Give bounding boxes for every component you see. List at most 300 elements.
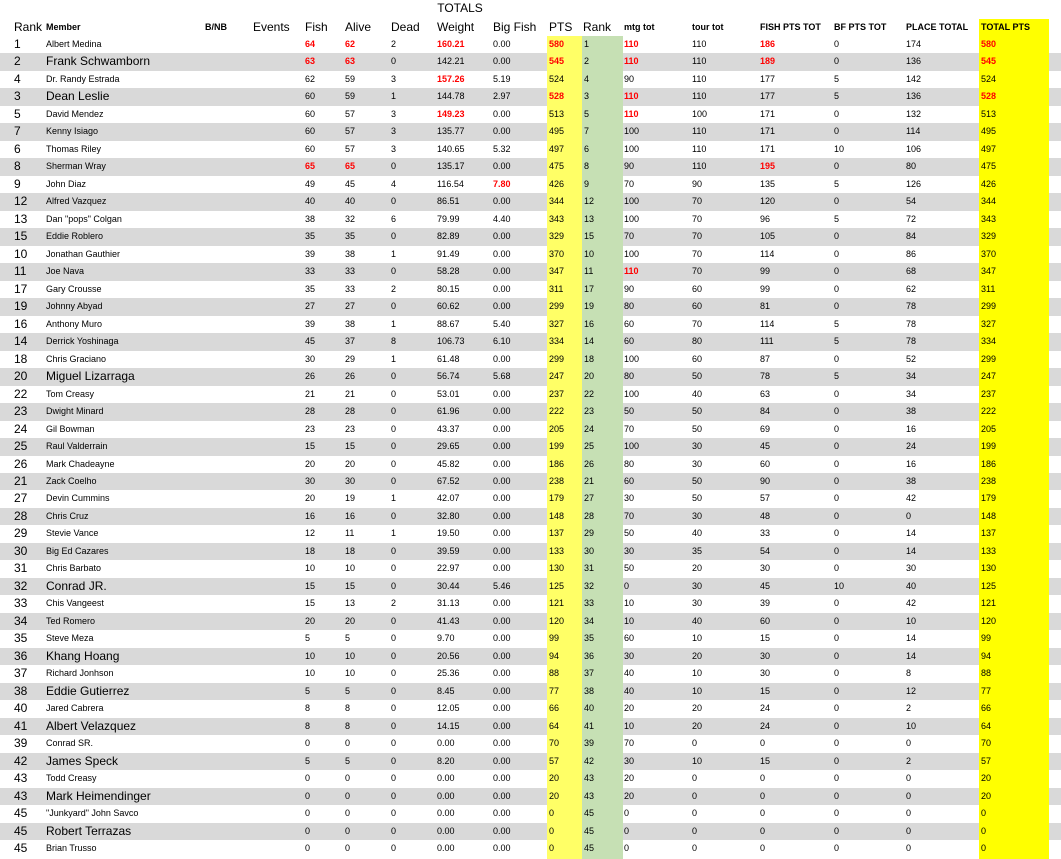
cell-rank2: 14 — [584, 336, 595, 347]
cell-fish: 28 — [305, 406, 316, 417]
cell-fishpts: 84 — [760, 406, 771, 417]
cell-pts: 327 — [549, 318, 565, 329]
cell-dead: 0 — [391, 615, 397, 626]
cell-place: 132 — [906, 108, 922, 119]
cell-total: 580 — [981, 39, 997, 49]
cell-rank2: 37 — [584, 668, 595, 679]
cell-place: 72 — [906, 213, 917, 224]
cell-member: Kenny Isiago — [46, 126, 99, 137]
cell-total: 299 — [981, 301, 997, 312]
cell-fishpts: 0 — [760, 808, 766, 819]
cell-member: Khang Hoang — [46, 648, 120, 663]
cell-weight: 88.67 — [437, 318, 460, 329]
cell-fishpts: 177 — [760, 91, 776, 102]
cell-rank2: 42 — [584, 755, 595, 766]
cell-dead: 1 — [391, 493, 397, 504]
cell-fish: 45 — [305, 336, 316, 347]
cell-rank: 28 — [14, 508, 28, 523]
cell-total: 137 — [981, 528, 997, 539]
cell-total: 66 — [981, 703, 992, 714]
cell-tour: 10 — [692, 755, 703, 766]
cell-fish: 20 — [305, 493, 316, 504]
cell-mtg: 110 — [624, 91, 639, 102]
cell-total: 125 — [981, 580, 997, 591]
cell-total: 347 — [981, 266, 997, 277]
cell-dead: 2 — [391, 598, 397, 609]
cell-fishpts: 45 — [760, 580, 771, 591]
cell-weight: 53.01 — [437, 388, 460, 399]
cell-rank: 4 — [14, 71, 21, 86]
cell-fishpts: 39 — [760, 598, 771, 609]
cell-pts: 247 — [549, 371, 565, 382]
cell-alive: 65 — [345, 161, 356, 172]
cell-alive: 26 — [345, 371, 356, 382]
cell-tour: 20 — [692, 563, 703, 574]
cell-fish: 49 — [305, 178, 316, 189]
cell-weight: 45.82 — [437, 458, 460, 469]
cell-fishpts: 60 — [760, 615, 771, 626]
cell-member: Mark Heimendinger — [46, 788, 151, 803]
cell-tour: 20 — [692, 703, 703, 714]
cell-bfpts: 0 — [834, 633, 840, 644]
table-row — [0, 123, 1061, 140]
cell-member: Ted Romero — [46, 615, 96, 626]
cell-rank: 43 — [14, 771, 28, 786]
cell-pts: 528 — [549, 91, 565, 102]
cell-total: 222 — [981, 406, 997, 417]
table-row — [0, 53, 1061, 70]
cell-fishpts: 171 — [760, 143, 776, 154]
cell-rank2: 23 — [584, 406, 595, 417]
cell-mtg: 10 — [624, 720, 635, 731]
cell-total: 133 — [981, 545, 997, 556]
cell-bfpts: 0 — [834, 545, 840, 556]
cell-tour: 110 — [692, 91, 707, 102]
cell-dead: 0 — [391, 545, 397, 556]
cell-total: 20 — [981, 773, 992, 784]
cell-weight: 8.20 — [437, 755, 455, 766]
cell-fish: 5 — [305, 755, 311, 766]
cell-rank2: 33 — [584, 598, 595, 609]
cell-alive: 59 — [345, 91, 356, 102]
cell-rank2: 6 — [584, 143, 590, 154]
cell-fishpts: 105 — [760, 231, 776, 242]
cell-bigfish: 0.00 — [493, 633, 511, 644]
cell-mtg: 60 — [624, 336, 635, 347]
cell-rank: 6 — [14, 141, 21, 156]
cell-fishpts: 0 — [760, 825, 766, 836]
cell-rank2: 4 — [584, 73, 590, 84]
cell-bfpts: 0 — [834, 615, 840, 626]
cell-place: 52 — [906, 353, 917, 364]
cell-member: Todd Creasy — [46, 773, 97, 784]
cell-fishpts: 0 — [760, 790, 766, 801]
cell-alive: 33 — [345, 266, 356, 277]
cell-weight: 42.07 — [437, 493, 460, 504]
cell-place: 38 — [906, 406, 917, 417]
cell-alive: 20 — [345, 615, 356, 626]
cell-alive: 10 — [345, 668, 356, 679]
cell-rank2: 3 — [584, 91, 590, 102]
table-row — [0, 665, 1061, 682]
cell-bigfish: 0.00 — [493, 301, 511, 312]
cell-pts: 20 — [549, 790, 560, 801]
cell-pts: 88 — [549, 668, 560, 679]
cell-rank2: 1 — [584, 39, 590, 49]
cell-pts: 133 — [549, 545, 565, 556]
cell-mtg: 40 — [624, 685, 635, 696]
cell-dead: 0 — [391, 423, 397, 434]
cell-rank2: 45 — [584, 843, 595, 854]
cell-place: 0 — [906, 510, 912, 521]
cell-tour: 50 — [692, 406, 703, 417]
cell-dead: 0 — [391, 755, 397, 766]
cell-tour: 70 — [692, 196, 703, 207]
cell-mtg: 60 — [624, 318, 635, 329]
cell-mtg: 70 — [624, 423, 635, 434]
cell-bigfish: 0.00 — [493, 283, 511, 294]
cell-rank2: 22 — [584, 388, 595, 399]
cell-rank: 2 — [14, 54, 21, 69]
cell-mtg: 20 — [624, 790, 635, 801]
cell-total: 528 — [981, 91, 997, 102]
cell-total: 513 — [981, 108, 997, 119]
cell-member: Conrad SR. — [46, 738, 94, 749]
cell-weight: 142.21 — [437, 56, 465, 67]
table-row — [0, 700, 1061, 717]
cell-dead: 3 — [391, 126, 397, 137]
cell-pts: 495 — [549, 126, 565, 137]
table-row — [0, 718, 1061, 735]
cell-bigfish: 0.00 — [493, 790, 511, 801]
cell-tour: 110 — [692, 73, 707, 84]
table-row — [0, 228, 1061, 245]
cell-rank2: 7 — [584, 126, 590, 137]
header-big-fish: Big Fish — [493, 20, 537, 34]
cell-rank: 10 — [14, 246, 28, 261]
cell-member: David Mendez — [46, 108, 104, 119]
header-alive: Alive — [345, 20, 372, 34]
cell-fishpts: 54 — [760, 545, 771, 556]
cell-place: 12 — [906, 685, 917, 696]
cell-rank: 33 — [14, 596, 28, 611]
table-row — [0, 71, 1061, 88]
cell-tour: 40 — [692, 528, 703, 539]
cell-fishpts: 15 — [760, 633, 771, 644]
cell-fish: 0 — [305, 843, 311, 854]
cell-place: 0 — [906, 843, 912, 854]
table-row — [0, 770, 1061, 787]
cell-tour: 50 — [692, 476, 703, 486]
cell-total: 0 — [981, 843, 987, 854]
cell-tour: 30 — [692, 510, 703, 521]
cell-dead: 0 — [391, 808, 397, 819]
cell-fish: 21 — [305, 388, 316, 399]
cell-bfpts: 0 — [834, 808, 840, 819]
cell-rank: 25 — [14, 439, 28, 454]
cell-dead: 0 — [391, 773, 397, 784]
cell-alive: 63 — [345, 56, 356, 67]
cell-member: Big Ed Cazares — [46, 545, 109, 556]
cell-rank2: 30 — [584, 545, 595, 556]
cell-dead: 3 — [391, 143, 397, 154]
cell-dead: 1 — [391, 528, 397, 539]
cell-dead: 2 — [391, 283, 397, 294]
table-row — [0, 176, 1061, 193]
table-row — [0, 421, 1061, 438]
cell-dead: 0 — [391, 563, 397, 574]
cell-alive: 0 — [345, 790, 351, 801]
cell-bfpts: 0 — [834, 493, 840, 504]
cell-fish: 0 — [305, 773, 311, 784]
cell-bfpts: 5 — [834, 73, 840, 84]
cell-bfpts: 0 — [834, 668, 840, 679]
cell-tour: 40 — [692, 388, 703, 399]
cell-dead: 0 — [391, 580, 397, 591]
cell-fishpts: 171 — [760, 126, 776, 137]
cell-place: 62 — [906, 283, 917, 294]
cell-weight: 0.00 — [437, 790, 455, 801]
cell-alive: 33 — [345, 283, 356, 294]
cell-bigfish: 0.00 — [493, 476, 511, 486]
cell-member: Richard Jonhson — [46, 668, 114, 679]
cell-member: Anthony Muro — [46, 318, 103, 329]
cell-total: 545 — [981, 56, 997, 67]
cell-bfpts: 0 — [834, 528, 840, 539]
cell-total: 475 — [981, 161, 997, 172]
cell-mtg: 70 — [624, 510, 635, 521]
table-row — [0, 211, 1061, 228]
cell-weight: 67.52 — [437, 476, 460, 486]
cell-weight: 106.73 — [437, 336, 465, 347]
cell-fishpts: 177 — [760, 73, 776, 84]
cell-tour: 20 — [692, 720, 703, 731]
cell-pts: 186 — [549, 458, 565, 469]
cell-bfpts: 0 — [834, 196, 840, 207]
cell-bigfish: 5.19 — [493, 73, 511, 84]
cell-dead: 6 — [391, 213, 397, 224]
cell-member: Raul Valderrain — [46, 441, 108, 452]
cell-rank: 12 — [14, 194, 28, 209]
cell-place: 40 — [906, 580, 917, 591]
cell-weight: 43.37 — [437, 423, 460, 434]
cell-fish: 20 — [305, 458, 316, 469]
cell-dead: 0 — [391, 56, 397, 67]
cell-place: 30 — [906, 563, 917, 574]
table-row — [0, 508, 1061, 525]
cell-pts: 70 — [549, 738, 560, 749]
cell-fishpts: 195 — [760, 161, 776, 172]
cell-weight: 32.80 — [437, 510, 460, 521]
cell-total: 495 — [981, 126, 997, 137]
cell-fishpts: 120 — [760, 196, 776, 207]
cell-bfpts: 10 — [834, 580, 845, 591]
cell-alive: 27 — [345, 301, 356, 312]
cell-fishpts: 96 — [760, 213, 771, 224]
cell-rank2: 45 — [584, 808, 595, 819]
cell-rank: 45 — [14, 823, 28, 838]
cell-fishpts: 0 — [760, 773, 766, 784]
cell-fishpts: 114 — [760, 318, 775, 329]
cell-place: 80 — [906, 161, 917, 172]
table-row — [0, 823, 1061, 840]
cell-fish: 15 — [305, 580, 316, 591]
cell-dead: 0 — [391, 668, 397, 679]
cell-bfpts: 5 — [834, 371, 840, 382]
cell-alive: 20 — [345, 458, 356, 469]
cell-weight: 58.28 — [437, 266, 460, 277]
table-row — [0, 193, 1061, 210]
cell-total: 344 — [981, 196, 997, 207]
cell-place: 78 — [906, 301, 917, 312]
cell-fish: 60 — [305, 91, 316, 102]
cell-rank2: 12 — [584, 196, 595, 207]
cell-tour: 60 — [692, 301, 703, 312]
cell-mtg: 70 — [624, 178, 635, 189]
cell-fishpts: 87 — [760, 353, 771, 364]
cell-place: 78 — [906, 318, 917, 329]
cell-bigfish: 0.00 — [493, 615, 511, 626]
cell-alive: 13 — [345, 598, 356, 609]
cell-member: Brian Trusso — [46, 843, 97, 854]
table-row — [0, 246, 1061, 263]
cell-bigfish: 0.00 — [493, 39, 511, 49]
header-pts: PTS — [549, 20, 573, 34]
cell-bigfish: 0.00 — [493, 685, 511, 696]
header-tour-tot: tour tot — [692, 22, 724, 32]
cell-pts: 64 — [549, 720, 560, 731]
cell-rank: 29 — [14, 526, 28, 541]
cell-member: "Junkyard" John Savco — [46, 808, 139, 819]
cell-pts: 475 — [549, 161, 565, 172]
cell-mtg: 100 — [624, 143, 640, 154]
cell-alive: 8 — [345, 720, 351, 731]
cell-member: Albert Velazquez — [46, 718, 137, 733]
cell-rank: 24 — [14, 421, 28, 436]
cell-fish: 60 — [305, 143, 316, 154]
header-place-total: PLACE TOTAL — [906, 22, 969, 32]
cell-bigfish: 0.00 — [493, 248, 511, 259]
cell-pts: 0 — [549, 808, 555, 819]
cell-fish: 18 — [305, 545, 316, 556]
table-row — [0, 351, 1061, 368]
cell-pts: 311 — [549, 283, 564, 294]
cell-total: 0 — [981, 808, 987, 819]
cell-rank2: 35 — [584, 633, 595, 644]
cell-bfpts: 0 — [834, 248, 840, 259]
cell-alive: 30 — [345, 476, 356, 486]
cell-weight: 19.50 — [437, 528, 460, 539]
cell-bfpts: 0 — [834, 388, 840, 399]
cell-fish: 23 — [305, 423, 316, 434]
cell-dead: 0 — [391, 231, 397, 242]
cell-rank: 30 — [14, 543, 28, 558]
cell-fishpts: 15 — [760, 755, 771, 766]
cell-member: Miguel Lizarraga — [46, 369, 135, 384]
table-row — [0, 648, 1061, 665]
cell-alive: 18 — [345, 545, 356, 556]
cell-fish: 60 — [305, 108, 316, 119]
cell-rank2: 39 — [584, 738, 595, 749]
cell-pts: 334 — [549, 336, 565, 347]
cell-dead: 0 — [391, 458, 397, 469]
cell-place: 136 — [906, 56, 922, 67]
cell-member: Chris Cruz — [46, 510, 89, 521]
cell-pts: 199 — [549, 441, 565, 452]
cell-bfpts: 0 — [834, 843, 840, 854]
cell-pts: 580 — [549, 39, 565, 49]
cell-weight: 0.00 — [437, 773, 455, 784]
cell-place: 14 — [906, 650, 917, 661]
cell-place: 38 — [906, 476, 917, 486]
cell-rank2: 34 — [584, 615, 595, 626]
cell-tour: 30 — [692, 441, 703, 452]
cell-bigfish: 5.46 — [493, 580, 511, 591]
cell-place: 0 — [906, 790, 912, 801]
cell-bigfish: 0.00 — [493, 738, 511, 749]
cell-mtg: 60 — [624, 476, 635, 486]
cell-alive: 11 — [345, 528, 355, 539]
cell-tour: 30 — [692, 458, 703, 469]
cell-rank: 39 — [14, 736, 28, 751]
cell-rank: 8 — [14, 159, 21, 174]
cell-alive: 5 — [345, 633, 351, 644]
cell-pts: 130 — [549, 563, 565, 574]
cell-fishpts: 15 — [760, 685, 771, 696]
cell-bigfish: 0.00 — [493, 196, 511, 207]
cell-mtg: 0 — [624, 825, 630, 836]
table-row — [0, 613, 1061, 630]
cell-rank2: 28 — [584, 510, 595, 521]
cell-pts: 524 — [549, 73, 565, 84]
cell-pts: 347 — [549, 266, 565, 277]
cell-place: 10 — [906, 615, 917, 626]
cell-bfpts: 0 — [834, 301, 840, 312]
cell-pts: 426 — [549, 178, 565, 189]
cell-tour: 0 — [692, 738, 698, 749]
cell-weight: 140.65 — [437, 143, 465, 154]
cell-bfpts: 0 — [834, 283, 840, 294]
cell-bfpts: 5 — [834, 178, 840, 189]
cell-total: 77 — [981, 685, 992, 696]
cell-mtg: 100 — [624, 388, 640, 399]
cell-total: 370 — [981, 248, 997, 259]
cell-dead: 2 — [391, 39, 397, 49]
cell-rank: 45 — [14, 841, 28, 856]
cell-bfpts: 0 — [834, 720, 840, 731]
cell-fishpts: 30 — [760, 668, 771, 679]
cell-dead: 1 — [391, 353, 397, 364]
cell-mtg: 100 — [624, 213, 640, 224]
cell-mtg: 100 — [624, 126, 640, 137]
cell-place: 42 — [906, 598, 917, 609]
cell-place: 8 — [906, 668, 912, 679]
cell-rank2: 5 — [584, 108, 590, 119]
cell-place: 2 — [906, 755, 912, 766]
cell-rank: 32 — [14, 578, 28, 593]
cell-total: 179 — [981, 493, 997, 504]
cell-rank2: 8 — [584, 161, 590, 172]
cell-bigfish: 0.00 — [493, 528, 511, 539]
cell-fish: 0 — [305, 808, 311, 819]
cell-rank: 5 — [14, 106, 21, 121]
cell-rank: 41 — [14, 718, 28, 733]
cell-alive: 45 — [345, 178, 356, 189]
cell-fish: 0 — [305, 825, 311, 836]
cell-rank: 40 — [14, 701, 28, 716]
cell-weight: 60.62 — [437, 301, 460, 312]
cell-bigfish: 0.00 — [493, 56, 511, 67]
